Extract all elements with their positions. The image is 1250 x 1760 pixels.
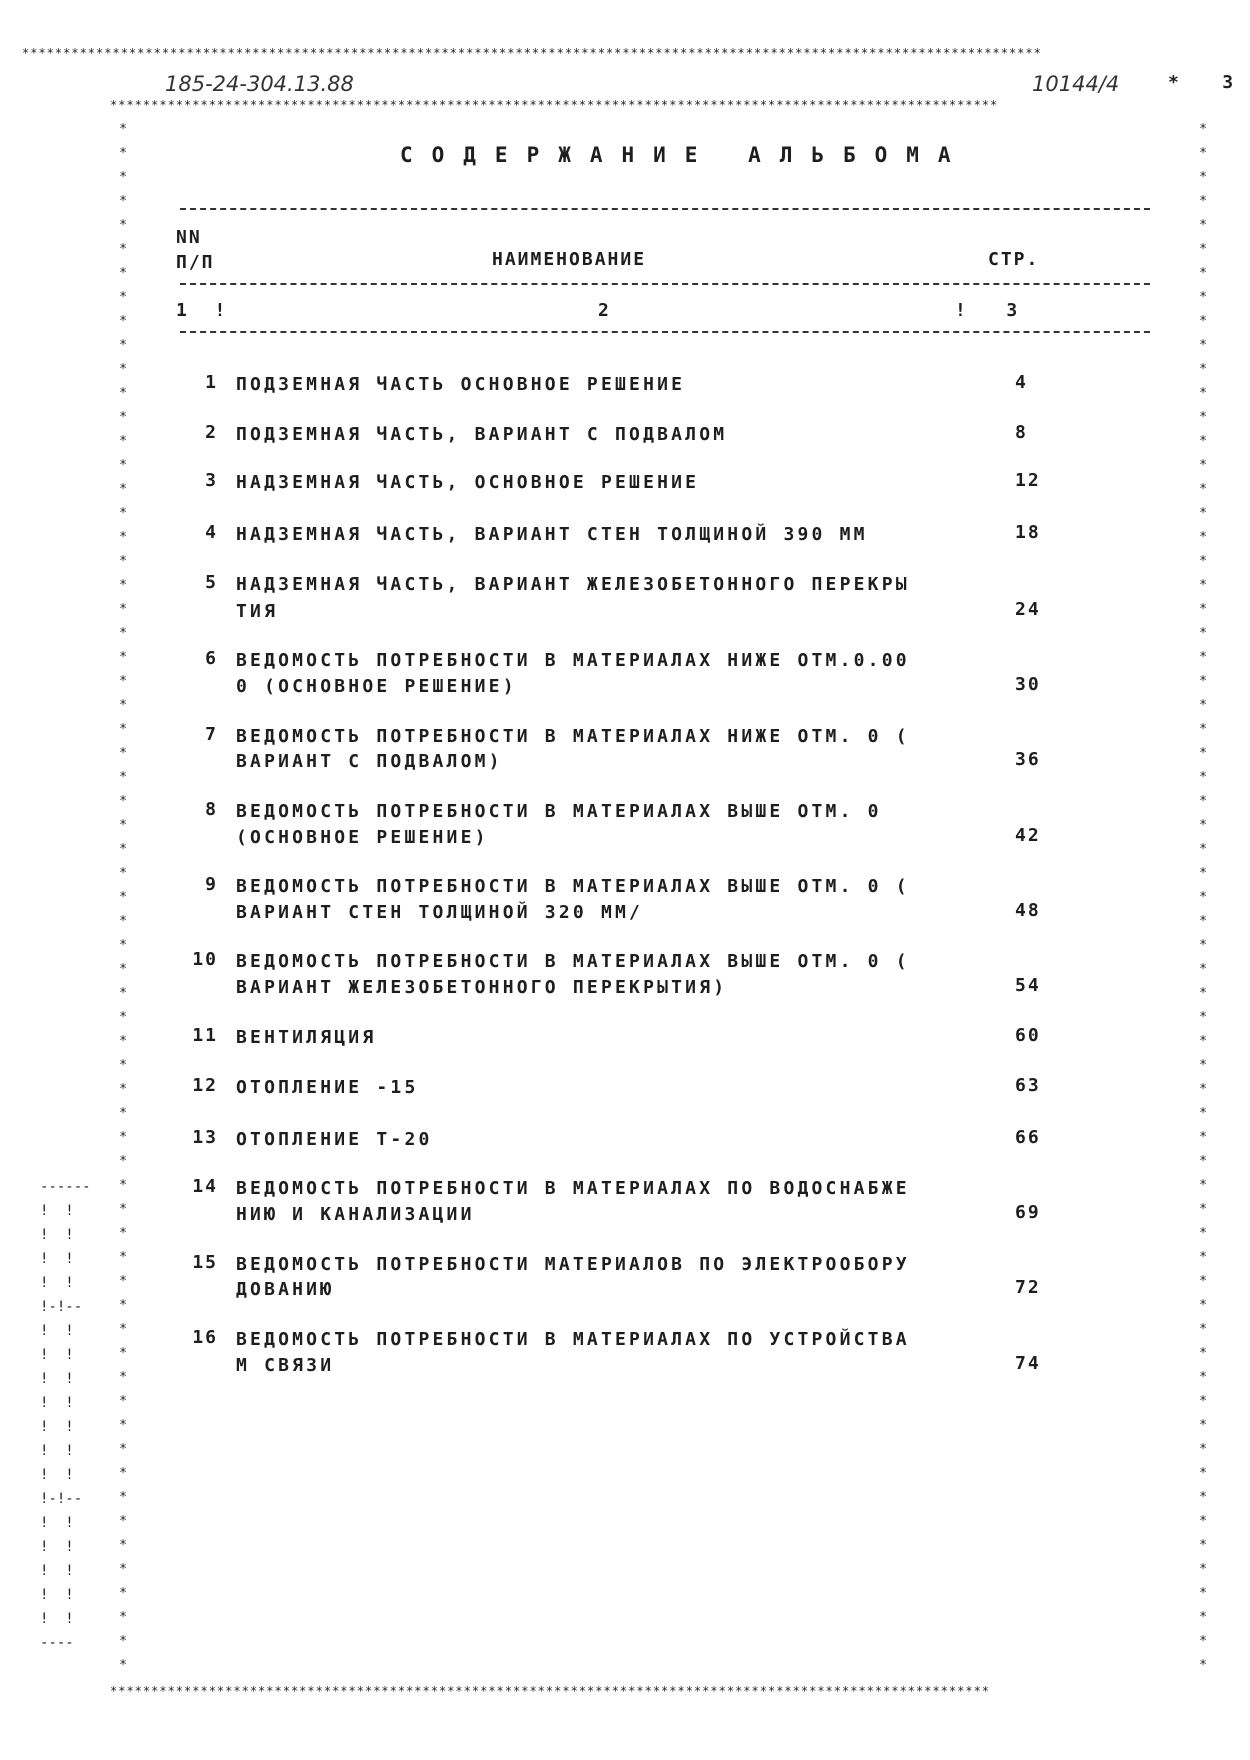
left-star-border: * * * * * * * * * * * * * * * * * * * * * * * * * * * * * * * * * * * * * * * * * * * * * * * * * * * * * * * * * * * * * * * * * [119, 122, 127, 1673]
entry-page: 8 [1015, 422, 1028, 443]
entry-title-line: ПОДЗЕМНАЯ ЧАСТЬ, ВАРИАНТ С ПОДВАЛОМ [236, 424, 728, 445]
entry-title-line: ВАРИАНТ С ПОДВАЛОМ) [236, 751, 503, 772]
entry-page: 42 [1015, 825, 1041, 846]
entry-num: 13 [192, 1127, 218, 1148]
entry-title-line: ВЕДОМОСТЬ ПОТРЕБНОСТИ В МАТЕРИАЛАХ ПО ВОДОСНАБЖЕ [236, 1178, 910, 1199]
entry-title-line: ВАРИАНТ СТЕН ТОЛЩИНОЙ 320 ММ/ [236, 902, 644, 923]
entry-page: 48 [1015, 900, 1041, 921]
entry-title-line: ВЕДОМОСТЬ ПОТРЕБНОСТИ В МАТЕРИАЛАХ ВЫШЕ ОТМ. 0 ( [236, 951, 910, 972]
col-header-name: НАИМЕНОВАНИЕ [492, 249, 647, 270]
entry-page: 24 [1015, 599, 1041, 620]
entry-page: 54 [1015, 975, 1041, 996]
entry-title-line: НИЮ И КАНАЛИЗАЦИИ [236, 1204, 475, 1225]
second-star-border: ************************************************************************************************************ [110, 98, 999, 112]
col-number-3: ! 3 [955, 300, 1020, 321]
entry-page: 63 [1015, 1075, 1041, 1096]
entry-title-line: ВЕДОМОСТЬ ПОТРЕБНОСТИ В МАТЕРИАЛАХ НИЖЕ ОТМ. 0 ( [236, 726, 910, 747]
entry-page: 74 [1015, 1353, 1041, 1374]
entry-title-line: 0 (ОСНОВНОЕ РЕШЕНИЕ) [236, 676, 517, 697]
entry-page: 69 [1015, 1202, 1041, 1223]
right-star-border: * * * * * * * * * * * * * * * * * * * * * * * * * * * * * * * * * * * * * * * * * * * * * * * * * * * * * * * * * * * * * * * * * [1199, 122, 1207, 1673]
table-rule-top [180, 208, 1150, 210]
entry-title-line: (ОСНОВНОЕ РЕШЕНИЕ) [236, 827, 489, 848]
entry-title-line: НАДЗЕМНАЯ ЧАСТЬ, ОСНОВНОЕ РЕШЕНИЕ [236, 472, 700, 493]
top-star-border: **************************************************************************************************************************** [22, 46, 1042, 60]
entry-page: 18 [1015, 522, 1041, 543]
entry-title-line: ТИЯ [236, 601, 279, 622]
entry-num: 10 [192, 949, 218, 970]
entry-title-line: ОТОПЛЕНИЕ -15 [236, 1077, 419, 1098]
entry-num: 11 [192, 1025, 218, 1046]
entry-title-line: НАДЗЕМНАЯ ЧАСТЬ, ВАРИАНТ ЖЕЛЕЗОБЕТОННОГО ПЕРЕКРЫ [236, 574, 910, 595]
col-number-2: 2 [598, 300, 611, 321]
sheet-number: 3 [1222, 72, 1234, 93]
entry-page: 12 [1015, 470, 1041, 491]
entry-title-line: ВЕДОМОСТЬ ПОТРЕБНОСТИ В МАТЕРИАЛАХ ВЫШЕ ОТМ. 0 [236, 801, 882, 822]
col-header-page: СТР. [988, 249, 1040, 270]
entry-num: 4 [205, 522, 218, 543]
entry-title-line: ВЕНТИЛЯЦИЯ [236, 1027, 377, 1048]
entry-num: 7 [205, 724, 218, 745]
bottom-star-border: *********************************************************************************************************** [110, 1684, 991, 1698]
entry-title-line: НАДЗЕМНАЯ ЧАСТЬ, ВАРИАНТ СТЕН ТОЛЩИНОЙ 390 ММ [236, 524, 868, 545]
inventory-number: 10144/4 [1032, 72, 1120, 96]
entry-page: 60 [1015, 1025, 1041, 1046]
entry-page: 72 [1015, 1277, 1041, 1298]
col-number-1: 1 ! [176, 300, 228, 321]
entry-num: 14 [192, 1176, 218, 1197]
table-rule-mid [180, 283, 1150, 285]
entry-page: 4 [1015, 372, 1028, 393]
entry-page: 66 [1015, 1127, 1041, 1148]
entry-title-line: ВЕДОМОСТЬ ПОТРЕБНОСТИ В МАТЕРИАЛАХ ВЫШЕ ОТМ. 0 ( [236, 876, 910, 897]
document-code: 185-24-304.13.88 [165, 72, 354, 96]
binding-bracket: ------ ! ! ! ! ! ! ! ! !-!-- ! ! ! ! ! ! ! ! ! ! ! ! ! ! !-!-- ! ! ! ! ! ! ! ! ! ! ---- [40, 1179, 91, 1651]
entry-title-line: ПОДЗЕМНАЯ ЧАСТЬ ОСНОВНОЕ РЕШЕНИЕ [236, 374, 686, 395]
entry-title-line: ОТОПЛЕНИЕ Т-20 [236, 1129, 433, 1150]
table-rule-bottom [180, 331, 1150, 333]
entry-title-line: ВАРИАНТ ЖЕЛЕЗОБЕТОННОГО ПЕРЕКРЫТИЯ) [236, 977, 728, 998]
entry-num: 3 [205, 470, 218, 491]
entry-num: 9 [205, 874, 218, 895]
entry-num: 16 [192, 1327, 218, 1348]
entry-page: 36 [1015, 749, 1041, 770]
entry-num: 5 [205, 572, 218, 593]
entry-num: 8 [205, 799, 218, 820]
entry-num: 1 [205, 372, 218, 393]
entry-num: 2 [205, 422, 218, 443]
entry-title-line: ДОВАНИЮ [236, 1279, 335, 1300]
entry-title-line: ВЕДОМОСТЬ ПОТРЕБНОСТИ МАТЕРИАЛОВ ПО ЭЛЕКТРООБОРУ [236, 1254, 910, 1275]
entry-title-line: М СВЯЗИ [236, 1355, 335, 1376]
sheet-marker: * 3 [1168, 72, 1234, 93]
entry-page: 30 [1015, 674, 1041, 695]
entry-num: 6 [205, 648, 218, 669]
entry-num: 15 [192, 1252, 218, 1273]
page-title: СОДЕРЖАНИЕ АЛЬБОМА [400, 143, 970, 167]
entry-title-line: ВЕДОМОСТЬ ПОТРЕБНОСТИ В МАТЕРИАЛАХ ПО УСТРОЙСТВА [236, 1329, 910, 1350]
entry-title-line: ВЕДОМОСТЬ ПОТРЕБНОСТИ В МАТЕРИАЛАХ НИЖЕ ОТМ.0.00 [236, 650, 910, 671]
col-header-num: NN П/П [176, 227, 215, 273]
entry-num: 12 [192, 1075, 218, 1096]
